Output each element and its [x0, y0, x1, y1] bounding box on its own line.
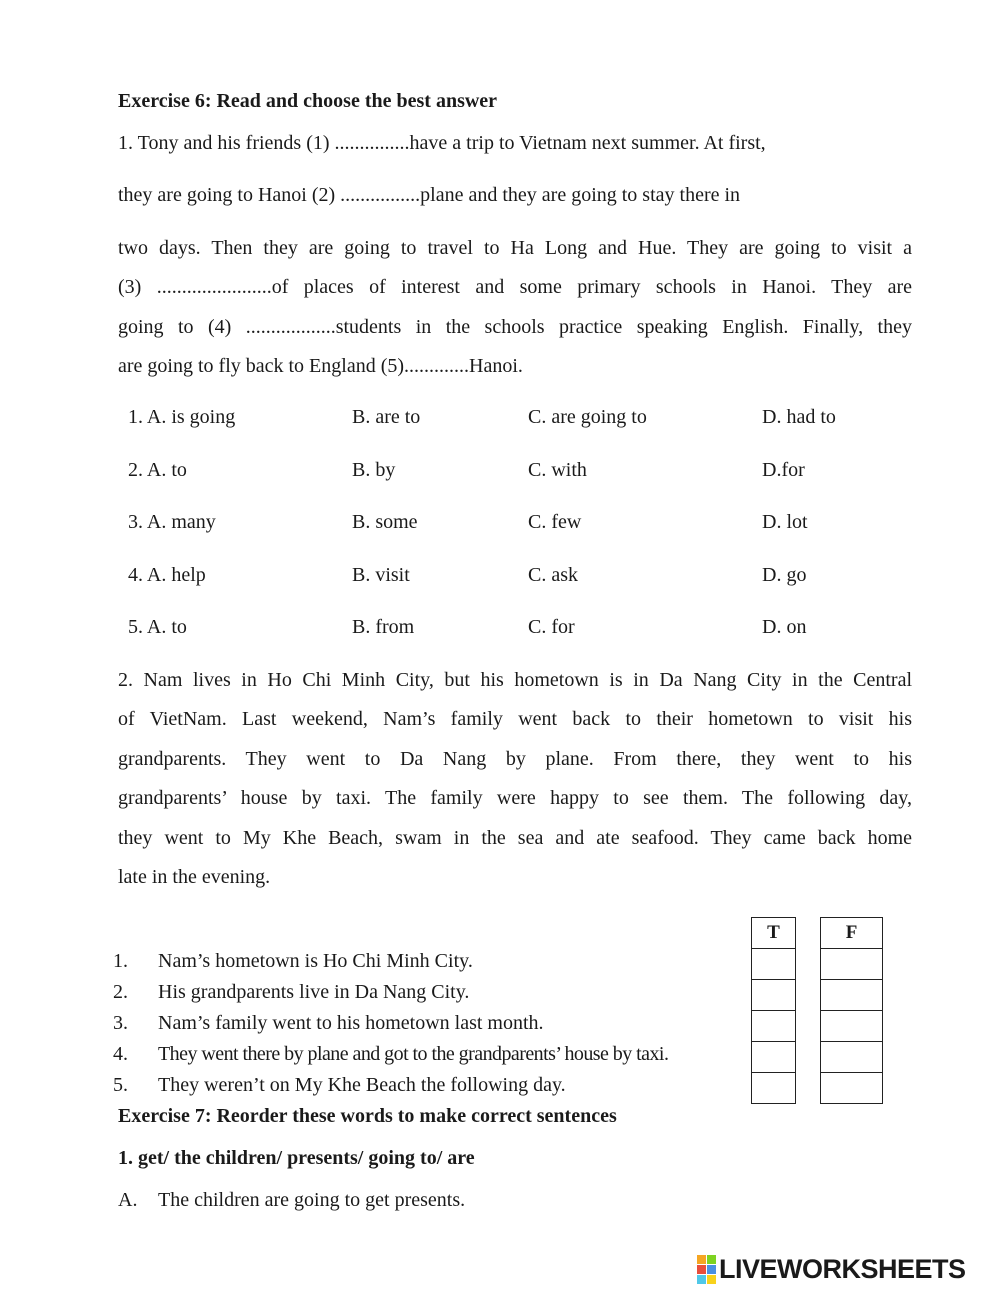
option-a[interactable]: 4. A. help: [128, 564, 206, 586]
passage-2-line: late in the evening.: [118, 865, 271, 888]
option-c[interactable]: C. are going to: [528, 406, 647, 428]
exercise-6-title: Exercise 6: Read and choose the best answer: [118, 90, 498, 112]
exercise-7-prompt: 1. get/ the children/ presents/ going to/ are: [118, 1147, 475, 1169]
statement-3: [113, 1012, 544, 1035]
passage-2-line: 2. Nam lives in Ho Chi Minh City, but his hometown is in Da Nang City in the Central: [118, 669, 912, 691]
statement-text: They weren’t on My Khe Beach the following day.: [158, 1074, 566, 1096]
option-b[interactable]: B. by: [352, 459, 396, 481]
option-b[interactable]: B. from: [352, 616, 415, 638]
statement-number: 3.: [113, 1012, 128, 1034]
passage-1: [118, 124, 912, 386]
false-checkbox[interactable]: [820, 1041, 883, 1073]
false-checkbox[interactable]: [820, 979, 883, 1011]
statement-number: 4.: [113, 1043, 128, 1065]
logo-square: [697, 1255, 706, 1264]
true-checkbox[interactable]: [751, 979, 796, 1011]
statement-text: His grandparents live in Da Nang City.: [158, 981, 470, 1003]
option-c[interactable]: C. few: [528, 511, 582, 533]
statement-text: Nam’s hometown is Ho Chi Minh City.: [158, 950, 473, 972]
option-d[interactable]: D. had to: [762, 406, 836, 428]
option-a[interactable]: 1. A. is going: [128, 406, 236, 428]
option-b[interactable]: B. visit: [352, 564, 410, 586]
false-checkbox[interactable]: [820, 948, 883, 980]
passage-2-line: grandparents’ house by taxi. The family were happy to see them. The following day,: [118, 787, 912, 810]
option-a[interactable]: 5. A. to: [128, 616, 187, 638]
passage-2-line: they went to My Khe Beach, swam in the sea and ate seafood. They came back home: [118, 826, 912, 849]
statement-text: They went there by plane and got to the grandparents’ house by taxi.: [158, 1043, 669, 1065]
option-a[interactable]: 2. A. to: [128, 459, 187, 481]
liveworksheets-logo: [697, 1254, 966, 1284]
true-column-header: T: [751, 917, 796, 949]
false-checkbox[interactable]: [820, 1072, 883, 1104]
passage-1-line: are going to fly back to England (5).............Hanoi.: [118, 354, 523, 377]
option-d[interactable]: D. on: [762, 616, 807, 638]
passage-1-line: going to (4) ..................students in the schools practice speaking English. Finally, they: [118, 315, 912, 338]
passage-2-line: grandparents. They went to Da Nang by plane. From there, they went to his: [118, 747, 912, 770]
true-checkbox[interactable]: [751, 1072, 796, 1104]
option-b[interactable]: B. are to: [352, 406, 421, 428]
passage-2: [118, 661, 912, 897]
passage-2-line: of VietNam. Last weekend, Nam’s family went back to their hometown to visit his: [118, 708, 912, 731]
passage-1-line: (3) .......................of places of interest and some primary schools in Hanoi. They are: [118, 276, 912, 299]
statement-5: [113, 1074, 566, 1097]
passage-1-line: 1. Tony and his friends (1) ...............have a trip to Vietnam next summer. At first,: [118, 132, 766, 154]
option-a[interactable]: 3. A. many: [128, 511, 216, 533]
statement-number: 5.: [113, 1074, 128, 1096]
option-d[interactable]: D.for: [762, 459, 805, 481]
logo-square: [707, 1255, 716, 1264]
option-c[interactable]: C. ask: [528, 564, 578, 586]
answer-text[interactable]: The children are going to get presents.: [158, 1189, 466, 1211]
statement-number: 2.: [113, 981, 128, 1003]
true-checkbox[interactable]: [751, 1041, 796, 1073]
passage-1-line: two days. Then they are going to travel to Ha Long and Hue. They are going to visit a: [118, 236, 912, 259]
statement-4: [113, 1043, 668, 1066]
logo-square: [707, 1265, 716, 1274]
passage-1-line: they are going to Hanoi (2) ................plane and they are going to stay there in: [118, 184, 741, 207]
option-d[interactable]: D. lot: [762, 511, 808, 533]
false-checkbox[interactable]: [820, 1010, 883, 1042]
true-checkbox[interactable]: [751, 1010, 796, 1042]
statement-2: [113, 981, 469, 1004]
false-column-header: F: [820, 917, 883, 949]
logo-mark-icon: [697, 1255, 716, 1284]
exercise-7-title: Exercise 7: Reorder these words to make correct sentences: [118, 1105, 617, 1127]
statement-text: Nam’s family went to his hometown last month.: [158, 1012, 544, 1034]
statement-1: [113, 950, 473, 973]
logo-square: [707, 1275, 716, 1284]
logo-square: [697, 1265, 706, 1274]
option-c[interactable]: C. for: [528, 616, 575, 638]
logo-square: [697, 1275, 706, 1284]
option-d[interactable]: D. go: [762, 564, 807, 586]
statement-number: 1.: [113, 950, 128, 972]
exercise-7-answer: [118, 1189, 465, 1212]
option-b[interactable]: B. some: [352, 511, 418, 533]
logo-text: LIVEWORKSHEETS: [719, 1253, 966, 1284]
true-checkbox[interactable]: [751, 948, 796, 980]
option-c[interactable]: C. with: [528, 459, 587, 481]
answer-label: A.: [118, 1189, 138, 1211]
